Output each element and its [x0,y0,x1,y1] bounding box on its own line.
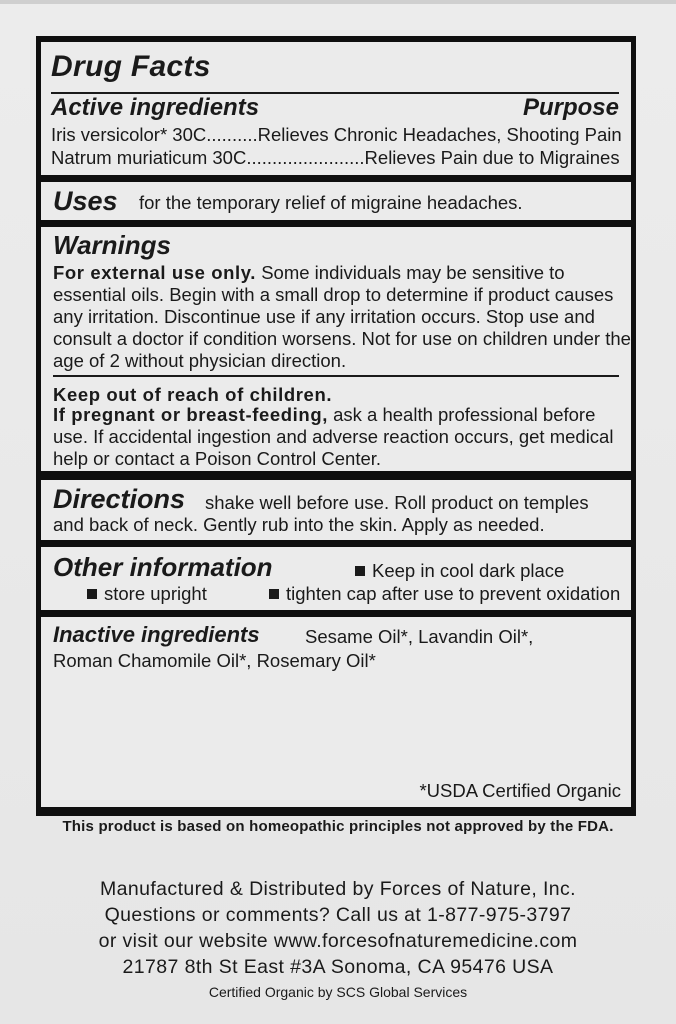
ingredient-leader: ....................... [246,147,365,168]
warnings-text: Some individuals may be sensitive to [256,262,565,283]
warnings-line: essential oils. Begin with a small drop to determine if product causes [53,284,614,305]
pregnancy-label: If pregnant or breast-feeding, [53,404,328,425]
pregnancy-line: use. If accidental ingestion and adverse reaction occurs, get medical [53,426,614,447]
directions-text: and back of neck. Gently rub into the skin. Apply as needed. [53,514,545,535]
other-info-item [355,560,564,582]
warnings-line [53,262,565,284]
ingredient-row [51,147,620,169]
inactive-ingredients-text: Roman Chamomile Oil*, Rosemary Oil* [53,650,376,671]
external-use-label: For external use only. [53,262,257,283]
ingredient-name: Natrum muriaticum 30C [51,147,247,168]
bullet-icon [269,589,279,599]
inactive-ingredients-heading: Inactive ingredients [53,622,260,647]
manufacturer-line: Manufactured & Distributed by Forces of Nature, Inc. [99,878,576,900]
ingredient-row [51,124,622,146]
warnings-line: any irritation. Discontinue use if any irritation occurs. Stop use and [53,306,595,327]
warnings-panel [41,227,631,471]
active-ingredients-panel [41,42,631,175]
inactive-ingredients-text: Sesame Oil*, Lavandin Oil*, [305,626,534,647]
uses-text: for the temporary relief of migraine headaches. [139,192,523,213]
usda-organic-note: *USDA Certified Organic [419,780,621,801]
directions-heading: Directions [53,484,186,514]
pregnancy-line: help or contact a Poison Control Center. [53,448,382,469]
contact-line: Questions or comments? Call us at 1-877-975-3797 [104,904,572,926]
certification-note: Certified Organic by SCS Global Services [208,984,468,1000]
other-info-text: store upright [104,583,207,604]
ingredient-name: Iris versicolor* 30C [51,124,207,145]
warnings-line: age of 2 without physician direction. [53,350,347,371]
ingredient-leader: .......... [206,124,258,145]
purpose-heading: Purpose [522,94,619,121]
directions-panel [41,480,631,540]
directions-text: shake well before use. Roll product on temples [205,492,589,513]
ingredient-purpose: Relieves Chronic Headaches, Shooting Pain [257,124,622,145]
keep-out-of-reach: Keep out of reach of children. [53,384,333,405]
ingredient-purpose: Relieves Pain due to Migraines [364,147,620,168]
other-info-item [87,583,207,605]
other-info-item [269,583,620,605]
website-line: or visit our website www.forcesofnaturemedicine.com [98,930,578,952]
pregnancy-line [53,404,595,426]
uses-panel [41,182,631,220]
other-info-text: Keep in cool dark place [372,560,565,581]
bullet-icon [355,566,365,576]
active-ingredients-heading: Active ingredients [51,94,260,121]
drug-facts-title: Drug Facts [51,50,211,83]
other-information-panel [41,547,631,610]
other-information-heading: Other information [53,552,273,582]
pregnancy-text: ask a health professional before [327,404,596,425]
uses-heading: Uses [53,186,118,216]
warnings-heading: Warnings [53,230,171,260]
warnings-divider [53,375,619,377]
address-line: 21787 8th St East #3A Sonoma, CA 95476 USA [122,956,554,978]
fda-disclaimer: This product is based on homeopathic principles not approved by the FDA. [62,818,614,835]
inactive-ingredients-panel [41,617,631,807]
warnings-line: consult a doctor if condition worsens. Not for use on children under the [53,328,631,349]
bullet-icon [87,589,97,599]
top-edge [0,0,676,4]
other-info-text: tighten cap after use to prevent oxidation [286,583,621,604]
